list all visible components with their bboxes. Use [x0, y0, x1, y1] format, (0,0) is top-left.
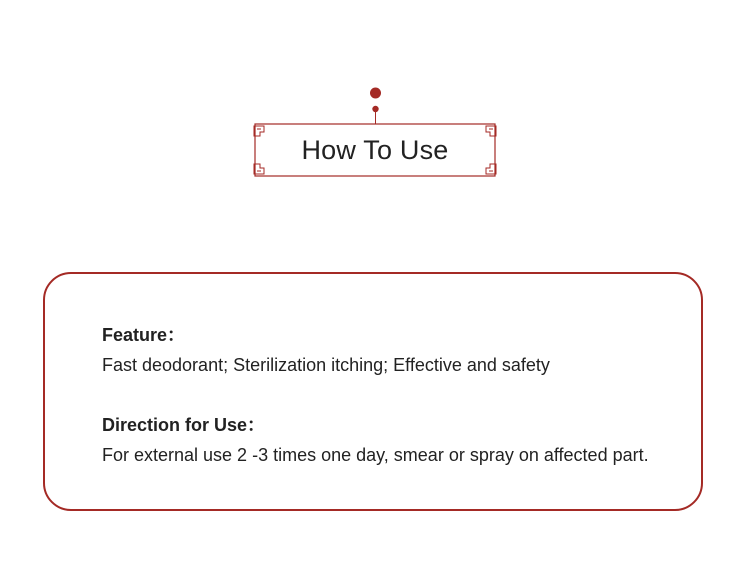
- feature-heading: Feature：: [102, 325, 186, 345]
- title-banner: [250, 84, 500, 184]
- page-title: How To Use: [301, 135, 449, 165]
- direction-heading: Direction for Use：: [102, 415, 266, 435]
- pin-large-dot: [370, 88, 381, 99]
- direction-section: [102, 414, 649, 466]
- feature-section: [102, 324, 550, 376]
- usage-info-card: [43, 272, 703, 511]
- direction-text: For external use 2 -3 times one day, smear or spray on affected part.: [102, 445, 649, 465]
- feature-text: Fast deodorant; Sterilization itching; Effective and safety: [102, 355, 550, 375]
- pin-small-dot: [372, 106, 378, 112]
